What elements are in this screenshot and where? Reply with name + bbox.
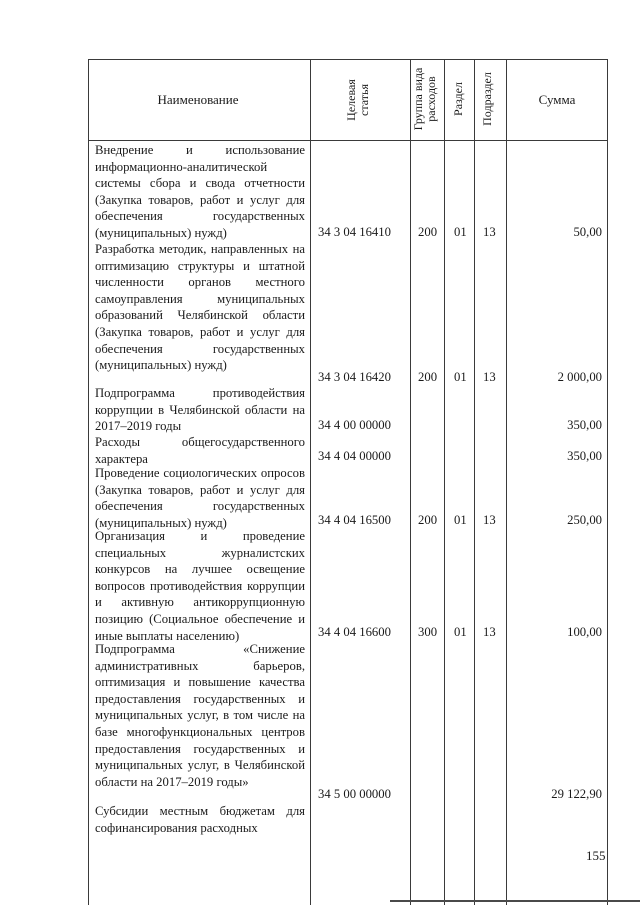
- row-section: 01: [454, 513, 467, 527]
- header-expense-group-line2: расходов: [424, 76, 438, 122]
- header-expense-group: [412, 59, 442, 139]
- row-name: Подпрограмма противодействия коррупции в Челябинской области на 2017–2019 годы: [95, 386, 305, 434]
- row-target-article: 34 5 00 00000: [318, 787, 391, 801]
- row-target-article: 34 3 04 16420: [318, 370, 391, 384]
- page-number: 155: [586, 848, 606, 863]
- row-name: Внедрение и использование информационно-аналитической системы сбора и свода отчетности (Закупка товаров, работ и услуг для обеспечения государственных (муниципальных) нужд): [95, 143, 305, 240]
- row-expense-group: 200: [418, 513, 438, 527]
- header-target-article-line1: Целевая: [344, 79, 358, 121]
- row-sum: 50,00: [573, 225, 602, 239]
- row-target-article: 34 4 00 00000: [318, 418, 391, 432]
- table-left-border: [88, 59, 89, 905]
- row-sum: 100,00: [567, 625, 602, 639]
- footer-rule: [390, 900, 640, 902]
- row-name: Расходы общегосударственного характера: [95, 435, 305, 466]
- row-name: Разработка методик, направленных на оптимизацию структуры и штатной численности органов местного самоуправления муниципальных образований Челябинской области (Закупка товаров, работ и услуг для обеспечения государственных (муниципальных) нужд): [95, 242, 305, 373]
- header-name: Наименование: [157, 92, 239, 107]
- row-target-article: 34 4 04 00000: [318, 449, 391, 463]
- header-target-article: [345, 50, 375, 150]
- column-divider: [506, 59, 507, 905]
- column-divider: [444, 59, 445, 905]
- row-expense-group: 200: [418, 370, 438, 384]
- row-sum: 2 000,00: [557, 370, 602, 384]
- header-sum: Сумма: [538, 92, 576, 107]
- row-expense-group: 300: [418, 625, 438, 639]
- row-subsection: 13: [483, 625, 496, 639]
- header-expense-group-line1: Группа вида: [411, 67, 425, 131]
- row-subsection: 13: [483, 225, 496, 239]
- row-sum: 29 122,90: [551, 787, 602, 801]
- row-sum: 350,00: [567, 418, 602, 432]
- row-expense-group: 200: [418, 225, 438, 239]
- row-section: 01: [454, 625, 467, 639]
- row-subsection: 13: [483, 513, 496, 527]
- header-target-article-line2: статья: [357, 84, 371, 116]
- row-name: Проведение социологических опросов (Закупка товаров, работ и услуг для обеспечения государственных (муниципальных) нужд): [95, 466, 305, 530]
- row-target-article: 34 3 04 16410: [318, 225, 391, 239]
- row-sum: 250,00: [567, 513, 602, 527]
- header-section: Раздел: [451, 82, 465, 116]
- column-divider: [310, 59, 311, 905]
- row-sum: 350,00: [567, 449, 602, 463]
- row-target-article: 34 4 04 16500: [318, 513, 391, 527]
- header-subsection: Подраздел: [480, 72, 494, 126]
- row-subsection: 13: [483, 370, 496, 384]
- row-name: Организация и проведение специальных журналистских конкурсов на лучшее освещение вопросов противодействия коррупции и активную антикоррупционную позицию (Социальное обеспечение и иные выплаты населению): [95, 529, 305, 643]
- column-divider: [474, 59, 475, 905]
- row-name: Субсидии местным бюджетам для софинансирования расходных: [95, 804, 305, 835]
- table-right-border: [607, 59, 608, 905]
- row-target-article: 34 4 04 16600: [318, 625, 391, 639]
- row-section: 01: [454, 225, 467, 239]
- row-name: Подпрограмма «Снижение административных барьеров, оптимизация и повышение качества предоставления государственных и муниципальных услуг, в том числе на базе многофункциональных центров предоставления государственных и муниципальных услуг, в Челябинской области на 2017–2019 годы»: [95, 642, 305, 789]
- row-section: 01: [454, 370, 467, 384]
- column-divider: [410, 59, 411, 905]
